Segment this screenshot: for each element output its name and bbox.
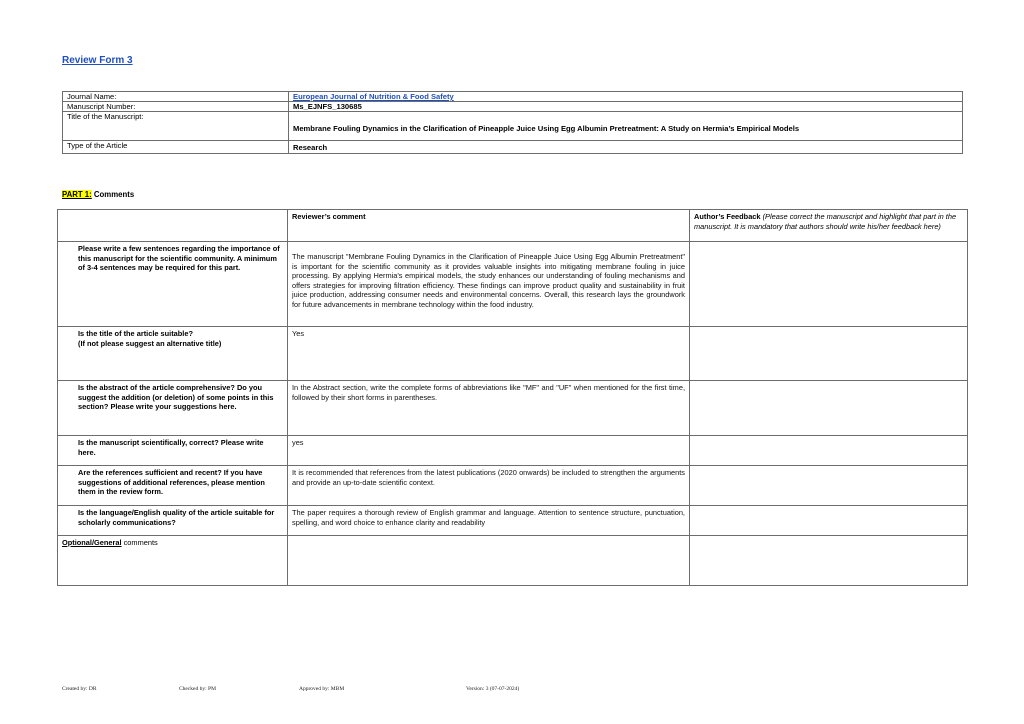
question-language: Is the language/English quality of the article suitable for scholarly communications? [58,506,288,536]
author-feedback-header [690,210,968,242]
optional-reviewer-cell[interactable] [288,536,690,586]
optional-author-cell[interactable] [690,536,968,586]
answer-scientific[interactable]: yes [288,436,690,466]
part-heading [62,190,134,199]
manuscript-title-value: Membrane Fouling Dynamics in the Clarification of Pineapple Juice Using Egg Albumin Pretreatment: A Study on Hermia’s Empirical Models [289,112,963,141]
question-abstract: Is the abstract of the article comprehensive? Do you suggest the addition (or deletion) of some points in this section? Please write your suggestions here. [58,381,288,436]
manuscript-number-row [63,102,963,112]
footer-checked-by: Checked by: PM [179,686,216,692]
author-feedback-cell[interactable] [690,506,968,536]
part-label: PART 1: [62,190,92,199]
optional-comments-row [58,536,968,586]
author-feedback-cell[interactable] [690,327,968,381]
optional-comments-suffix: comments [121,538,158,547]
reviewer-comment-header: Reviewer’s comment [288,210,690,242]
comment-row [58,327,968,381]
optional-comments-label [58,536,288,586]
footer-version: Version: 3 (07-07-2024) [466,686,520,692]
manuscript-title-row [63,112,963,141]
journal-link[interactable]: European Journal of Nutrition & Food Safety [293,92,454,101]
comments-header-row [58,210,968,242]
author-feedback-cell[interactable] [690,381,968,436]
author-feedback-note: (Please correct the manuscript and highlight that part in the manuscript. It is mandatory that authors should write his/her feedback here) [694,212,957,231]
part-title: Comments [91,190,135,199]
manuscript-number-value: Ms_EJNFS_130685 [289,102,963,112]
comment-row [58,506,968,536]
comment-row [58,381,968,436]
author-feedback-cell[interactable] [690,466,968,506]
journal-label: Journal Name: [63,92,289,102]
author-feedback-cell[interactable] [690,242,968,327]
question-importance: Please write a few sentences regarding the importance of this manuscript for the scientific community. A minimum of 3-4 sentences may be required for this part. [58,242,288,327]
answer-abstract[interactable]: In the Abstract section, write the complete forms of abbreviations like "MF" and "UF" when mentioned for the first time, followed by their short forms in parentheses. [288,381,690,436]
manuscript-number-label: Manuscript Number: [63,102,289,112]
author-feedback-cell[interactable] [690,436,968,466]
manuscript-title-label: Title of the Manuscript: [63,112,289,141]
comment-row [58,242,968,327]
comment-row [58,466,968,506]
answer-importance[interactable]: The manuscript "Membrane Fouling Dynamics in the Clarification of Pineapple Juice Using Egg Albumin Pretreatment" is important for the scientific community as it provides valuable insights into mitigating membrane fouling in juice processing. By applying Hermia's empirical models, the study enhances our understanding of fouling mechanisms and offers strategies for improving filtration efficiency. These findings can improve product quality and sustainability in fruit juice production, addressing consumer needs and environmental concerns. Overall, this research lays the groundwork for future advancements in membrane technology within the food industry. [288,242,690,327]
journal-row [63,92,963,102]
question-title: Is the title of the article suitable? (If not please suggest an alternative title) [58,327,288,381]
optional-general-label: Optional/General [62,538,122,547]
answer-references[interactable]: It is recommended that references from the latest publications (2020 onwards) be included to strengthen the arguments and provide an up-to-date scientific context. [288,466,690,506]
answer-language[interactable]: The paper requires a thorough review of English grammar and language. Attention to sentence structure, punctuation, spelling, and word choice to enhance clarity and readability [288,506,690,536]
comment-row [58,436,968,466]
answer-title[interactable]: Yes [288,327,690,381]
article-type-label: Type of the Article [63,141,289,154]
header-blank-cell [58,210,288,242]
article-type-row [63,141,963,154]
question-references: Are the references sufficient and recent? If you have suggestions of additional references, please mention them in the review form. [58,466,288,506]
footer-approved-by: Approved by: MBM [299,686,345,692]
comments-table [57,209,968,586]
form-title: Review Form 3 [62,55,133,66]
article-type-value: Research [289,141,963,154]
journal-info-table [62,91,963,154]
author-feedback-title: Author’s Feedback [694,212,761,221]
footer-created-by: Created by: DR [62,686,97,692]
question-scientific: Is the manuscript scientifically, correct? Please write here. [58,436,288,466]
